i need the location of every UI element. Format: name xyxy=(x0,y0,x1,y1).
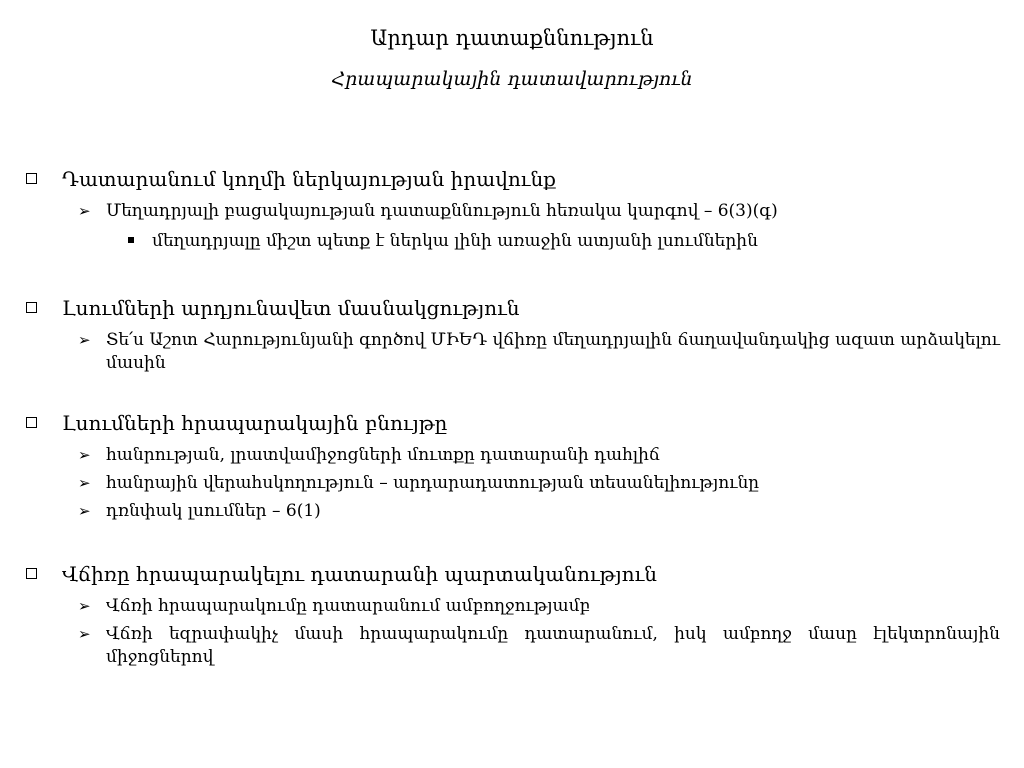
square-bullet-icon xyxy=(128,237,134,243)
section-effective-participation xyxy=(26,295,1000,375)
section-heading xyxy=(26,295,1000,323)
checkbox-bullet-icon xyxy=(26,173,37,184)
list-item xyxy=(78,595,1000,618)
section-public-nature xyxy=(26,410,1000,523)
section-court-presence xyxy=(26,166,1000,253)
list-item-text: հանրային վերահսկողություն – արդարադատության տեսանելիությունը xyxy=(106,473,760,493)
checkbox-bullet-icon xyxy=(26,417,37,428)
checkbox-bullet-icon xyxy=(26,302,37,313)
arrow-bullet-icon: ➢ xyxy=(78,474,91,492)
arrow-bullet-icon: ➢ xyxy=(78,331,91,349)
section-judgment-publication xyxy=(26,561,1000,669)
list-item-text: Տե՛ս Աշոտ Հարությունյանի գործով ՄԻԵԴ վճիռը մեղադրյալին ճաղավանդակից ազատ արձակելու մասին xyxy=(106,330,1000,373)
section-heading xyxy=(26,410,1000,438)
arrow-bullet-icon: ➢ xyxy=(78,502,91,520)
list-item xyxy=(78,444,1000,467)
list-item xyxy=(78,329,1000,375)
list-item xyxy=(78,623,1000,669)
section-heading-text: Վճիռը հրապարակելու դատարանի պարտականություն xyxy=(62,562,657,586)
arrow-bullet-icon: ➢ xyxy=(78,597,91,615)
section-heading-text: Դատարանում կողմի ներկայության իրավունք xyxy=(62,167,556,191)
slide-subtitle: Հրապարակային դատավարություն xyxy=(331,68,693,90)
arrow-bullet-icon: ➢ xyxy=(78,625,91,643)
sub-list-item-text: մեղադրյալը միշտ պետք է ներկա լինի առաջին ատյանի լսումներին xyxy=(152,231,758,251)
list-item-text: հանրության, լրատվամիջոցների մուտքը դատարանի դահլիճ xyxy=(106,445,660,465)
list-item-text: դռնփակ լսումներ – 6(1) xyxy=(106,501,321,521)
list-item xyxy=(78,200,1000,223)
list-item xyxy=(78,472,1000,495)
list-item-text: Մեղադրյալի բացակայության դատաքննություն հեռակա կարգով – 6(3)(գ) xyxy=(106,201,778,221)
slide-title: Արդար դատաքննություն xyxy=(370,26,654,50)
list-item-text: Վճռի եզրափակիչ մասի հրապարակումը դատարանում, իսկ ամբողջ մասը էլեկտրոնային միջոցներով xyxy=(106,624,1000,667)
sub-list-item xyxy=(126,229,1000,253)
section-heading-text: Լսումների արդյունավետ մասնակցություն xyxy=(62,296,520,320)
list-item xyxy=(78,500,1000,523)
arrow-bullet-icon: ➢ xyxy=(78,446,91,464)
list-item-text: Վճռի հրապարակումը դատարանում ամբողջությամբ xyxy=(106,596,591,616)
checkbox-bullet-icon xyxy=(26,568,37,579)
section-heading xyxy=(26,166,1000,194)
section-heading-text: Լսումների հրապարակային բնույթը xyxy=(62,411,448,435)
arrow-bullet-icon: ➢ xyxy=(78,202,91,220)
section-heading xyxy=(26,561,1000,589)
